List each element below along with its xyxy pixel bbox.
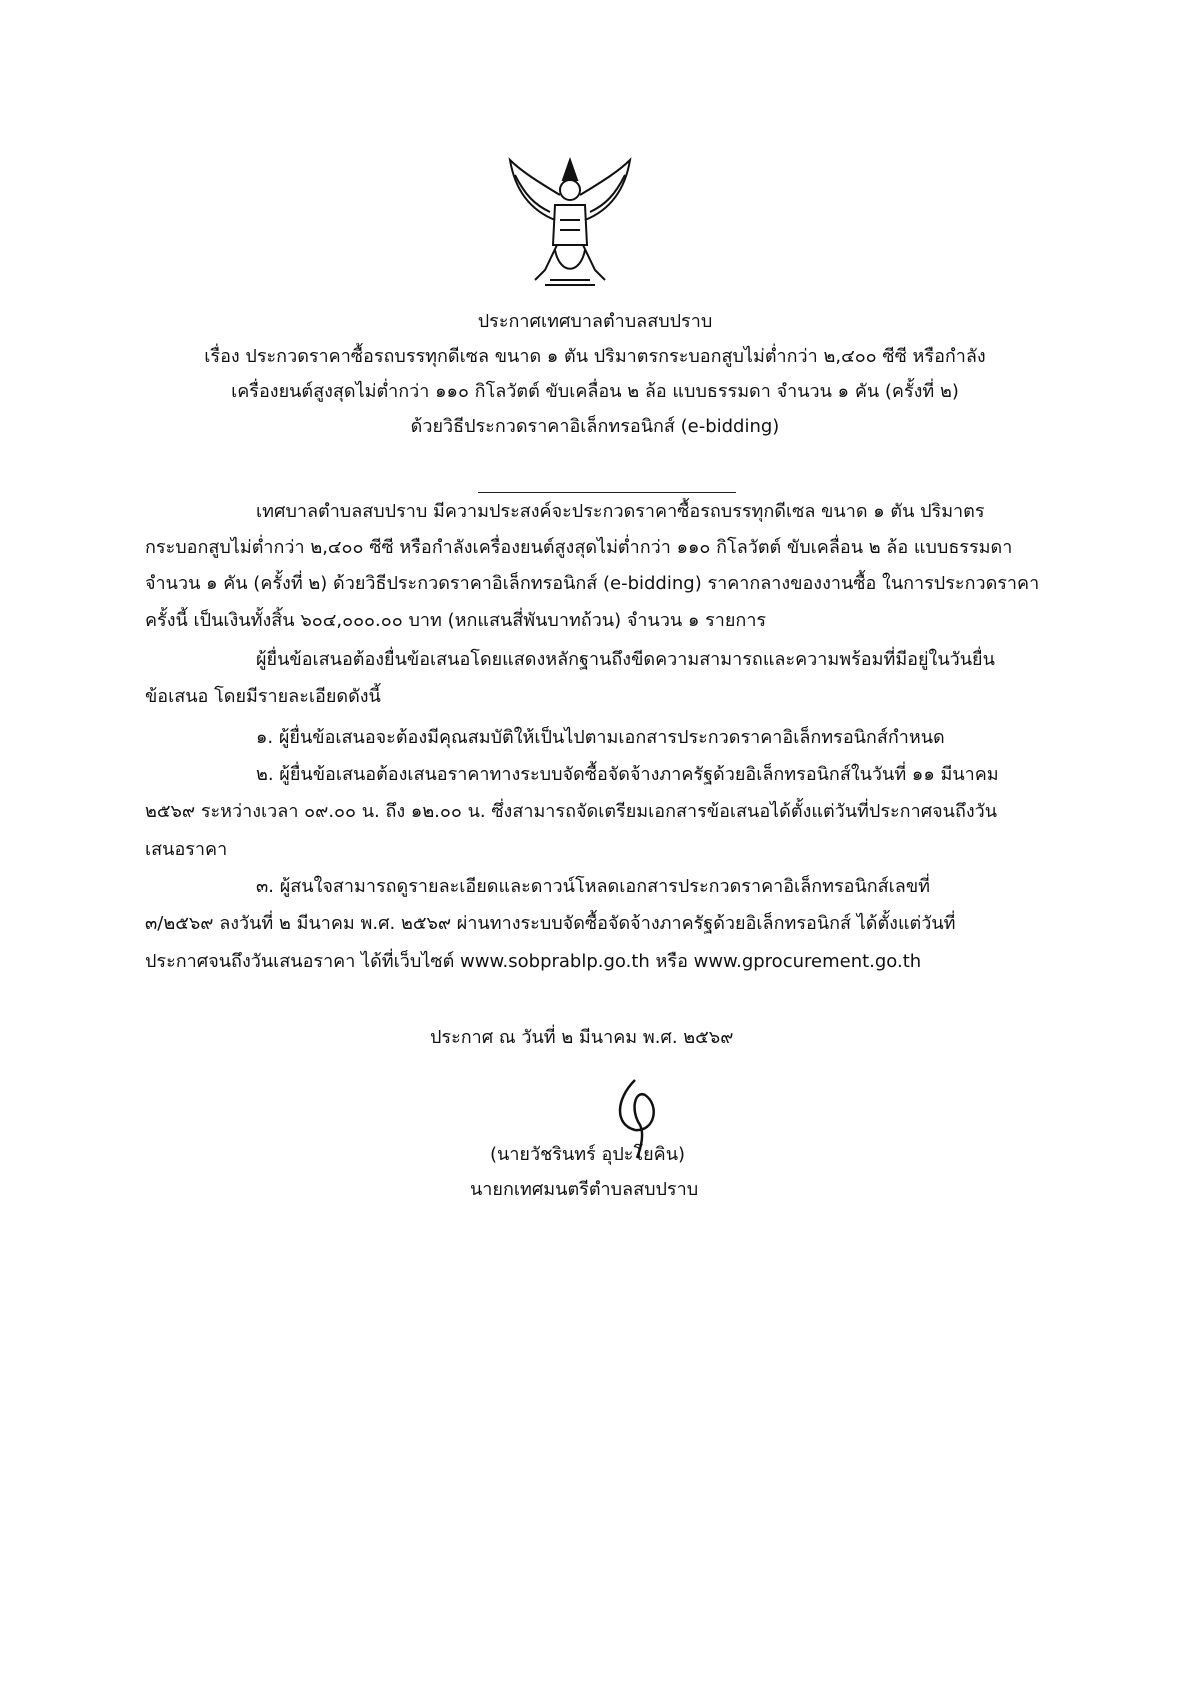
item3-line-1: ๓. ผู้สนใจสามารถดูรายละเอียดและดาวน์โหลดเอกสารประกวดราคาอิเล็กทรอนิกส์เลขที่	[256, 876, 931, 897]
subject-line-2: เครื่องยนต์สูงสุดไม่ต่ำกว่า ๑๑๐ กิโลวัตต์ ขับเคลื่อน ๒ ล้อ แบบธรรมดา จำนวน ๑ คัน (ครั้งที่ ๒)	[231, 381, 959, 402]
para2-line-2: ข้อเสนอ โดยมีรายละเอียดดังนี้	[145, 686, 381, 707]
divider	[478, 492, 736, 493]
para2-line-1: ผู้ยื่นข้อเสนอต้องยื่นข้อเสนอโดยแสดงหลักฐานถึงขีดความสามารถและความพร้อมที่มีอยู่ในวันยื่น	[256, 649, 995, 670]
issuer-heading: ประกาศเทศบาลตำบลสบปราบ	[477, 311, 713, 332]
item1-line-1: ๑. ผู้ยื่นข้อเสนอจะต้องมีคุณสมบัติให้เป็นไปตามเอกสารประกวดราคาอิเล็กทรอนิกส์กำหนด	[256, 727, 945, 748]
subject-line-1: เรื่อง ประกวดราคาซื้อรถบรรทุกดีเซล ขนาด ๑ ตัน ปริมาตรกระบอกสูบไม่ต่ำกว่า ๒,๔๐๐ ซีซี หรือกำลัง	[204, 346, 986, 367]
para1-line-2: กระบอกสูบไม่ต่ำกว่า ๒,๔๐๐ ซีซี หรือกำลังเครื่องยนต์สูงสุดไม่ต่ำกว่า ๑๑๐ กิโลวัตต์ ขับเคลื่อน ๒ ล้อ แบบธรรมดา	[145, 537, 1013, 558]
signer-name: (นายวัชรินทร์ อุปะโยคิน)	[490, 1144, 686, 1165]
para1-line-3: จำนวน ๑ คัน (ครั้งที่ ๒) ด้วยวิธีประกวดราคาอิเล็กทรอนิกส์ (e-bidding) ราคากลางของงานซื้อ ในการประกวดราคา	[145, 573, 1040, 594]
item2-line-2: ๒๕๖๙ ระหว่างเวลา ๐๙.๐๐ น. ถึง ๑๒.๐๐ น. ซึ่งสามารถจัดเตรียมเอกสารข้อเสนอได้ตั้งแต่วันที่ประกาศจนถึงวัน	[145, 801, 998, 822]
announcement-date: ประกาศ ณ วันที่ ๒ มีนาคม พ.ศ. ๒๕๖๙	[430, 1027, 734, 1048]
item2-line-1: ๒. ผู้ยื่นข้อเสนอต้องเสนอราคาทางระบบจัดซื้อจัดจ้างภาครัฐด้วยอิเล็กทรอนิกส์ในวันที่ ๑๑ มีนาคม	[256, 764, 999, 785]
item2-line-3: เสนอราคา	[145, 839, 228, 860]
signer-position: นายกเทศมนตรีตำบลสบปราบ	[470, 1179, 699, 1200]
subject-line-3: ด้วยวิธีประกวดราคาอิเล็กทรอนิกส์ (e-bidding)	[410, 416, 780, 437]
para1-line-1: เทศบาลตำบลสบปราบ มีความประสงค์จะประกวดราคาซื้อรถบรรทุกดีเซล ขนาด ๑ ตัน ปริมาตร	[256, 501, 985, 522]
item3-line-2: ๓/๒๕๖๙ ลงวันที่ ๒ มีนาคม พ.ศ. ๒๕๖๙ ผ่านทางระบบจัดซื้อจัดจ้างภาครัฐด้วยอิเล็กทรอนิกส์ ได้ตั้งแต่วันที่	[145, 913, 956, 934]
garuda-emblem-icon	[505, 150, 635, 300]
para1-line-4: ครั้งนี้ เป็นเงินทั้งสิ้น ๖๐๔,๐๐๐.๐๐ บาท (หกแสนสี่พันบาทถ้วน) จำนวน ๑ รายการ	[145, 610, 767, 631]
item3-line-3: ประกาศจนถึงวันเสนอราคา ได้ที่เว็บไซต์ www.sobprablp.go.th หรือ www.gprocurement.go.th	[145, 951, 922, 972]
